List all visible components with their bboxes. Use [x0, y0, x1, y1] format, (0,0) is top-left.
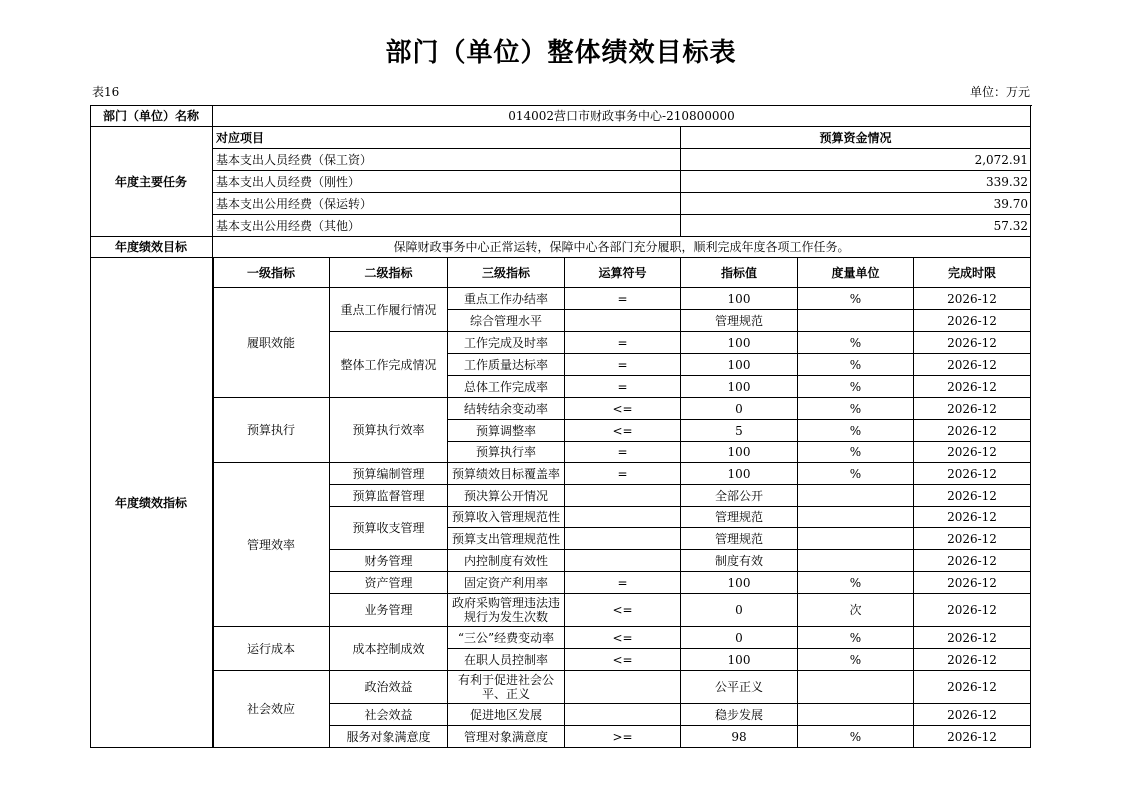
level3-indicator: 预算收入管理规范性: [448, 507, 565, 528]
level2-indicator: 预算编制管理: [330, 463, 448, 485]
level3-indicator: 预算支出管理规范性: [448, 528, 565, 550]
deadline: 2026-12: [914, 671, 1031, 704]
table-number: 表16: [92, 85, 120, 99]
indicator-value: 管理规范: [681, 528, 798, 550]
measure-unit: %: [798, 442, 914, 463]
measure-unit: %: [798, 726, 914, 748]
level3-indicator: 预算执行率: [448, 442, 565, 463]
deadline: 2026-12: [914, 463, 1031, 485]
operator: [565, 704, 681, 726]
level2-indicator: 资产管理: [330, 572, 448, 594]
indicator-header-1: 一级指标: [213, 258, 330, 288]
level3-indicator: 固定资产利用率: [448, 572, 565, 594]
indicator-value: 100: [681, 332, 798, 354]
task-amount: 39.70: [681, 193, 1031, 215]
level3-indicator: 政府采购管理违法违规行为发生次数: [448, 594, 565, 627]
level2-indicator: 财务管理: [330, 550, 448, 572]
deadline: 2026-12: [914, 398, 1031, 420]
indicator-header-4: 运算符号: [565, 258, 681, 288]
indicator-value: 管理规范: [681, 507, 798, 528]
indicator-value: 公平正义: [681, 671, 798, 704]
deadline: 2026-12: [914, 704, 1031, 726]
level2-indicator: 业务管理: [330, 594, 448, 627]
indicator-value: 0: [681, 398, 798, 420]
deadline: 2026-12: [914, 310, 1031, 332]
level1-indicator: 履职效能: [213, 288, 330, 398]
deadline: 2026-12: [914, 726, 1031, 748]
operator: =: [565, 288, 681, 310]
measure-unit: [798, 550, 914, 572]
indicator-header-6: 度量单位: [798, 258, 914, 288]
deadline: 2026-12: [914, 354, 1031, 376]
operator: =: [565, 354, 681, 376]
indicator-value: 5: [681, 420, 798, 442]
deadline: 2026-12: [914, 485, 1031, 507]
task-name: 基本支出公用经费（保运转）: [213, 193, 681, 215]
unit-label: 单位：万元: [969, 85, 1030, 99]
level3-indicator: 工作质量达标率: [448, 354, 565, 376]
operator: [565, 485, 681, 507]
level2-indicator: 服务对象满意度: [330, 726, 448, 748]
level3-indicator: 预算绩效目标覆盖率: [448, 463, 565, 485]
indicator-value: 100: [681, 354, 798, 376]
level3-indicator: 有利于促进社会公平、正义: [448, 671, 565, 704]
operator: <=: [565, 420, 681, 442]
indicator-value: 制度有效: [681, 550, 798, 572]
measure-unit: %: [798, 332, 914, 354]
deadline: 2026-12: [914, 649, 1031, 671]
task-name: 基本支出人员经费（保工资）: [213, 149, 681, 171]
measure-unit: [798, 671, 914, 704]
budget-header: 预算资金情况: [681, 127, 1031, 149]
deadline: 2026-12: [914, 332, 1031, 354]
annual-goal-label: 年度绩效目标: [90, 237, 213, 258]
indicator-header-7: 完成时限: [914, 258, 1031, 288]
level2-indicator: 重点工作履行情况: [330, 288, 448, 332]
level3-indicator: 在职人员控制率: [448, 649, 565, 671]
annual-tasks-label: 年度主要任务: [90, 127, 213, 237]
operator: =: [565, 463, 681, 485]
level2-indicator: 预算执行效率: [330, 398, 448, 463]
operator: [565, 671, 681, 704]
indicator-value: 0: [681, 594, 798, 627]
deadline: 2026-12: [914, 627, 1031, 649]
level2-indicator: 政治效益: [330, 671, 448, 704]
level1-indicator: 预算执行: [213, 398, 330, 463]
annual-goal-text: 保障财政事务中心正常运转，保障中心各部门充分履职，顺利完成年度各项工作任务。: [213, 237, 1031, 258]
indicator-value: 100: [681, 572, 798, 594]
level1-indicator: 运行成本: [213, 627, 330, 671]
measure-unit: %: [798, 354, 914, 376]
indicator-value: 0: [681, 627, 798, 649]
deadline: 2026-12: [914, 420, 1031, 442]
measure-unit: %: [798, 288, 914, 310]
deadline: 2026-12: [914, 442, 1031, 463]
task-name: 基本支出人员经费（刚性）: [213, 171, 681, 193]
operator: [565, 528, 681, 550]
task-name: 基本支出公用经费（其他）: [213, 215, 681, 237]
level3-indicator: 综合管理水平: [448, 310, 565, 332]
measure-unit: %: [798, 649, 914, 671]
deadline: 2026-12: [914, 594, 1031, 627]
indicator-value: 100: [681, 649, 798, 671]
operator: <=: [565, 594, 681, 627]
indicator-header-2: 二级指标: [330, 258, 448, 288]
level2-indicator: 社会效益: [330, 704, 448, 726]
operator: <=: [565, 627, 681, 649]
project-header: 对应项目: [213, 127, 681, 149]
indicator-value: 100: [681, 376, 798, 398]
measure-unit: [798, 507, 914, 528]
measure-unit: %: [798, 376, 914, 398]
indicator-header-3: 三级指标: [448, 258, 565, 288]
measure-unit: [798, 528, 914, 550]
deadline: 2026-12: [914, 528, 1031, 550]
level2-indicator: 整体工作完成情况: [330, 332, 448, 398]
operator: [565, 507, 681, 528]
indicator-value: 100: [681, 288, 798, 310]
level3-indicator: 预算调整率: [448, 420, 565, 442]
level3-indicator: 促进地区发展: [448, 704, 565, 726]
task-amount: 339.32: [681, 171, 1031, 193]
level1-indicator: 社会效应: [213, 671, 330, 748]
deadline: 2026-12: [914, 507, 1031, 528]
dept-name-label: 部门（单位）名称: [90, 106, 213, 127]
operator: [565, 310, 681, 332]
operator: >=: [565, 726, 681, 748]
level3-indicator: 管理对象满意度: [448, 726, 565, 748]
level2-indicator: 预算监督管理: [330, 485, 448, 507]
level3-indicator: 结转结余变动率: [448, 398, 565, 420]
operator: =: [565, 332, 681, 354]
operator: <=: [565, 649, 681, 671]
level3-indicator: “三公”经费变动率: [448, 627, 565, 649]
level3-indicator: 预决算公开情况: [448, 485, 565, 507]
dept-name-value: 014002营口市财政事务中心-210800000: [213, 106, 1031, 127]
measure-unit: [798, 485, 914, 507]
deadline: 2026-12: [914, 550, 1031, 572]
measure-unit: %: [798, 463, 914, 485]
indicator-value: 稳步发展: [681, 704, 798, 726]
indicator-value: 全部公开: [681, 485, 798, 507]
operator: [565, 550, 681, 572]
indicator-value: 100: [681, 463, 798, 485]
level2-indicator: 成本控制成效: [330, 627, 448, 671]
operator: <=: [565, 398, 681, 420]
level3-indicator: 工作完成及时率: [448, 332, 565, 354]
level2-indicator: 预算收支管理: [330, 507, 448, 550]
page-title: 部门（单位）整体绩效目标表: [385, 38, 737, 68]
indicator-value: 100: [681, 442, 798, 463]
operator: =: [565, 572, 681, 594]
measure-unit: %: [798, 627, 914, 649]
level3-indicator: 总体工作完成率: [448, 376, 565, 398]
deadline: 2026-12: [914, 376, 1031, 398]
measure-unit: %: [798, 420, 914, 442]
indicator-value: 98: [681, 726, 798, 748]
level1-indicator: 管理效率: [213, 463, 330, 627]
task-amount: 2,072.91: [681, 149, 1031, 171]
indicator-value: 管理规范: [681, 310, 798, 332]
annual-indicators-label: 年度绩效指标: [90, 258, 213, 748]
measure-unit: [798, 704, 914, 726]
measure-unit: %: [798, 572, 914, 594]
operator: =: [565, 442, 681, 463]
measure-unit: [798, 310, 914, 332]
deadline: 2026-12: [914, 572, 1031, 594]
level3-indicator: 内控制度有效性: [448, 550, 565, 572]
measure-unit: 次: [798, 594, 914, 627]
indicator-header-5: 指标值: [681, 258, 798, 288]
measure-unit: %: [798, 398, 914, 420]
task-amount: 57.32: [681, 215, 1031, 237]
operator: =: [565, 376, 681, 398]
level3-indicator: 重点工作办结率: [448, 288, 565, 310]
deadline: 2026-12: [914, 288, 1031, 310]
